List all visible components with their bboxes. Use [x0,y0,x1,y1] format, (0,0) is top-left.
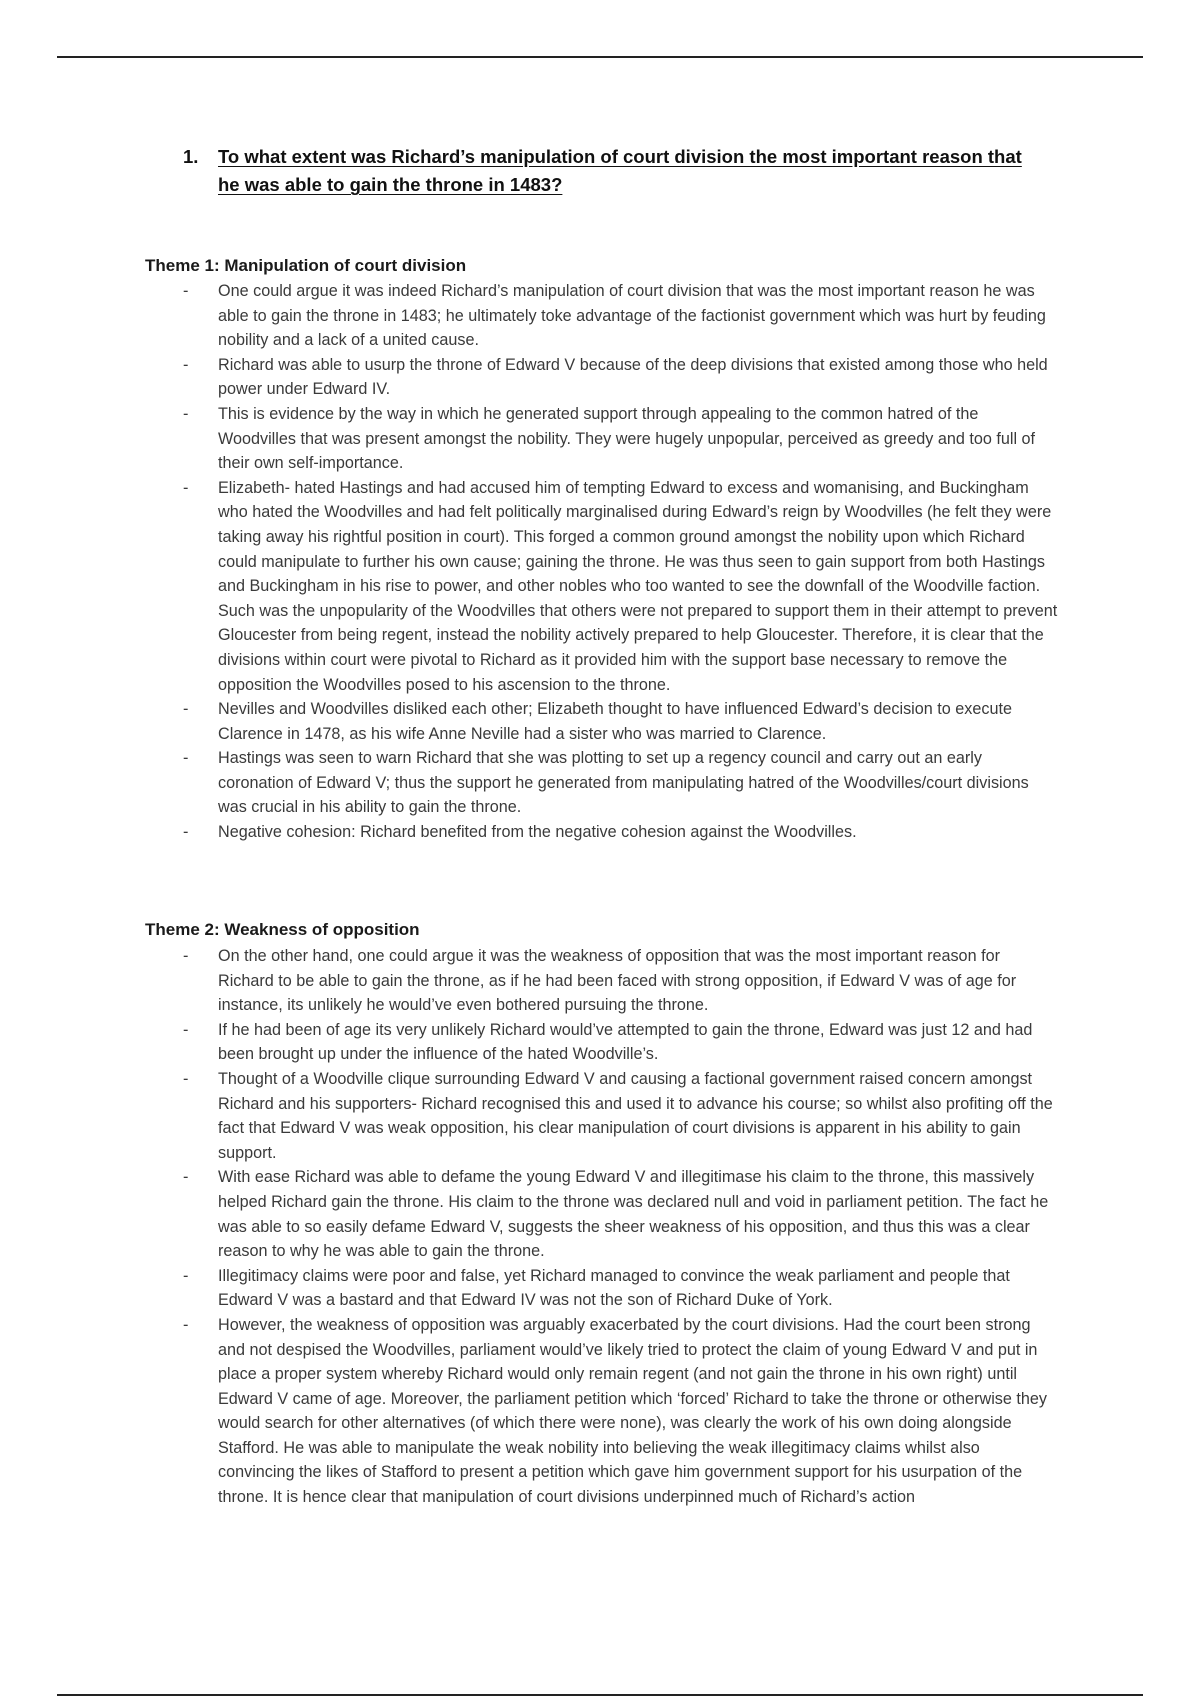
list-item [145,1313,1060,1510]
list-item [145,697,1060,746]
theme-2-heading: Theme 2: Weakness of opposition [145,920,420,939]
bullet-text: Hastings was seen to warn Richard that she was plotting to set up a regency council and carry out an early coronation of Edward V; thus the support he generated from manipulating hatred of the Woodvilles/court divisions was crucial in his ability to gain the throne. [218,749,1029,817]
essay-question [183,143,1033,199]
bullet-dash: - [183,1069,189,1088]
list-item [145,944,1060,1018]
list-item [145,1264,1060,1313]
bullet-dash: - [183,1266,189,1285]
bullet-dash: - [183,404,189,423]
theme-2-bullet-list [145,944,1060,1510]
bullet-dash: - [183,478,189,497]
bullet-dash: - [183,947,189,965]
question-number: 1. [183,146,199,167]
bullet-dash: - [183,749,189,768]
list-item [145,402,1060,476]
header-rule [57,56,1143,58]
list-item [145,820,1060,845]
bullet-text: However, the weakness of opposition was arguably exacerbated by the court divisions. Had the court been strong and not despised the Woodvilles, parliament would’ve likely tried to protect the claim of young Edward V and put in place a proper system whereby Richard would only remain regent (and not gain the throne in his own right) until Edward V came of age. Moreover, the parliament petition which ‘forced’ Richard to take the throne or otherwise they would search for other alternatives (of which there were none), was clearly the work of his own doing alongside Stafford. He was able to manipulate the weak nobility into believing the weak illegitimacy claims whilst also convincing the likes of Stafford to present a petition which gave him government support for his usurpation of the throne. It is hence clear that manipulation of court divisions underpinned much of Richard’s action [218,1315,1047,1507]
bullet-text: Nevilles and Woodvilles disliked each other; Elizabeth thought to have influenced Edward’s decision to execute Clarence in 1478, as his wife Anne Neville had a sister who was married to Clarence. [218,700,1012,743]
bullet-dash: - [183,1020,189,1039]
bullet-text: This is evidence by the way in which he generated support through appealing to the common hatred of the Woodvilles that was present amongst the nobility. They were hugely unpopular, perceived as greedy and too full of their own self-importance. [218,404,1036,473]
bullet-text: Elizabeth- hated Hastings and had accused him of tempting Edward to excess and womanising, and Buckingham who hated the Woodvilles and had felt politically marginalised during Edward’s reign by Woodvilles (he felt they were taking away his rightful position in court). This forged a common ground amongst the nobility upon which Richard could manipulate to further his own cause; gaining the throne. He was thus seen to gain support from both Hastings and Buckingham in his rise to power, and other nobles who too wanted to see the downfall of the Woodville faction. Such was the unpopularity of the Woodvilles that others were not prepared to support them in their attempt to prevent Gloucester from being regent, instead the nobility actively prepared to help Gloucester. Therefore, it is clear that the divisions within court were pivotal to Richard as it provided him with the support base necessary to remove the opposition the Woodvilles posed to his ascension to the throne. [218,478,1058,694]
bullet-dash: - [183,823,189,842]
theme-1-heading: Theme 1: Manipulation of court division [145,256,467,275]
question-text: To what extent was Richard’s manipulation of court division the most important reason that he was able to gain the throne in 1483? [218,146,1022,195]
list-item [145,353,1060,402]
bullet-dash: - [183,282,189,300]
list-item [145,476,1060,697]
list-item [145,1067,1060,1165]
bullet-text: Illegitimacy claims were poor and false, yet Richard managed to convince the weak parliament and people that Edward V was a bastard and that Edward IV was not the son of Richard Duke of York. [218,1266,1010,1310]
bullet-text: On the other hand, one could argue it was the weakness of opposition that was the most important reason for Richard to be able to gain the throne, as if he had been faced with strong opposition, if Edward V was of age for instance, its unlikely he would’ve even bothered pursuing the throne. [218,947,1017,1015]
list-item [145,1018,1060,1067]
list-item [145,279,1060,353]
footer-rule [57,1694,1143,1696]
bullet-text: Richard was able to usurp the throne of Edward V because of the deep divisions that existed among those who held power under Edward IV. [218,355,1048,399]
bullet-dash: - [183,1168,189,1187]
bullet-dash: - [183,1315,189,1334]
list-item [145,746,1060,820]
bullet-text: Thought of a Woodville clique surrounding Edward V and causing a factional government raised concern amongst Richard and his supporters- Richard recognised this and used it to advance his course; so whilst also profiting off the fact that Edward V was weak opposition, his clear manipulation of court divisions is apparent in his ability to gain support. [218,1069,1053,1162]
bullet-text: If he had been of age its very unlikely Richard would’ve attempted to gain the throne, Edward was just 12 and had been brought up under the influence of the hated Woodville’s. [218,1020,1033,1064]
bullet-dash: - [183,700,189,719]
bullet-text: With ease Richard was able to defame the young Edward V and illegitimase his claim to the throne, this massively helped Richard gain the throne. His claim to the throne was declared null and void in parliament petition. The fact he was able to so easily defame Edward V, suggests the sheer weakness of his opposition, and thus this was a clear reason to why he was able to gain the throne. [218,1168,1049,1261]
theme-1-bullet-list [145,279,1060,845]
bullet-text: One could argue it was indeed Richard’s manipulation of court division that was the most important reason he was able to gain the throne in 1483; he ultimately toke advantage of the factionist government which was hurt by feuding nobility and a lack of a united cause. [218,282,1046,350]
list-item [145,1165,1060,1263]
bullet-text: Negative cohesion: Richard benefited from the negative cohesion against the Woodvilles. [218,823,857,842]
bullet-dash: - [183,355,189,374]
